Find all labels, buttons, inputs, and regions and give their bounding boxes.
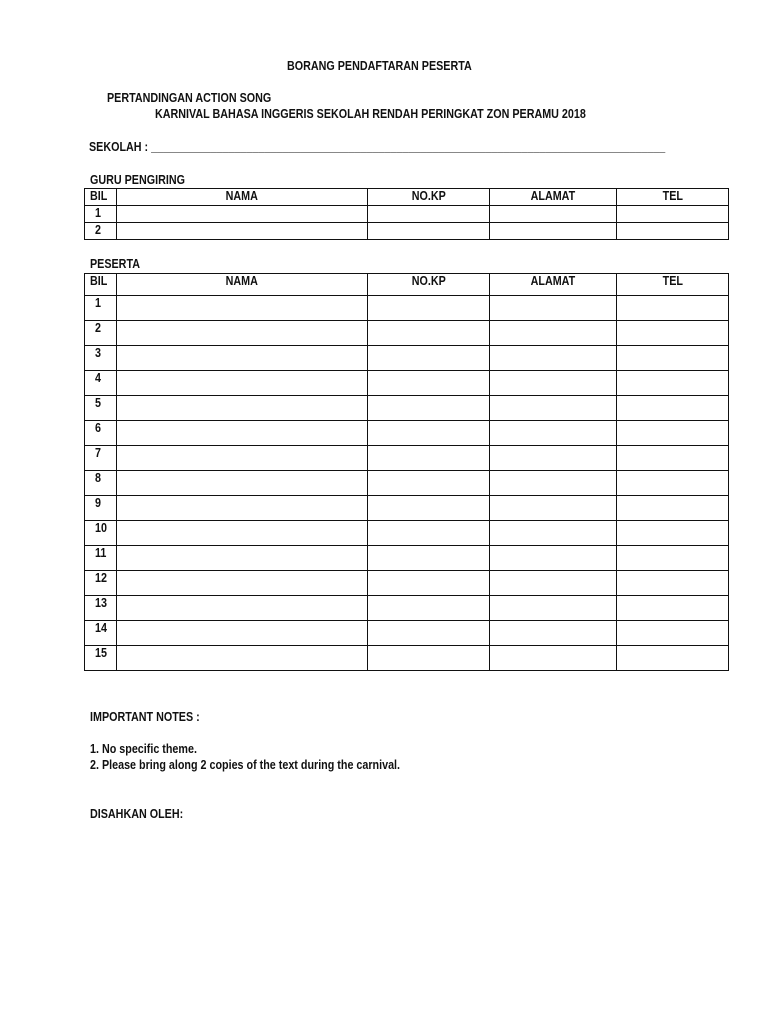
address-cell[interactable] xyxy=(490,396,617,421)
table-row xyxy=(85,321,729,346)
row-number: 12 xyxy=(85,571,117,596)
row-number: 14 xyxy=(85,621,117,646)
row-number: 11 xyxy=(85,546,117,571)
note-item: 1. No specific theme. xyxy=(90,742,197,756)
tel-cell[interactable] xyxy=(617,371,729,396)
tel-cell[interactable] xyxy=(617,296,729,321)
row-number: 1 xyxy=(85,296,117,321)
column-header-tel: TEL xyxy=(617,189,729,206)
column-header-bil: BIL xyxy=(85,274,117,296)
address-cell[interactable] xyxy=(490,646,617,671)
tel-cell[interactable] xyxy=(617,396,729,421)
column-header-nama: NAMA xyxy=(117,274,368,296)
table-row xyxy=(85,646,729,671)
signoff-label: DISAHKAN OLEH: xyxy=(90,807,184,821)
row-number: 8 xyxy=(85,471,117,496)
notes-title: IMPORTANT NOTES : xyxy=(90,710,200,724)
table-row xyxy=(85,496,729,521)
nokp-cell[interactable] xyxy=(368,206,490,223)
table-row xyxy=(85,446,729,471)
nokp-cell[interactable] xyxy=(368,621,490,646)
tel-cell[interactable] xyxy=(617,596,729,621)
address-cell[interactable] xyxy=(490,571,617,596)
table-row xyxy=(85,596,729,621)
guru-table xyxy=(84,188,729,240)
peserta-table xyxy=(84,273,729,671)
name-cell[interactable] xyxy=(117,206,368,223)
address-cell[interactable] xyxy=(490,321,617,346)
nokp-cell[interactable] xyxy=(368,521,490,546)
row-number: 2 xyxy=(85,223,117,240)
row-number: 10 xyxy=(85,521,117,546)
address-cell[interactable] xyxy=(490,206,617,223)
nokp-cell[interactable] xyxy=(368,546,490,571)
row-number: 13 xyxy=(85,596,117,621)
column-header-bil: BIL xyxy=(85,189,117,206)
form-title: BORANG PENDAFTARAN PESERTA xyxy=(287,59,472,73)
name-cell[interactable] xyxy=(117,496,368,521)
row-number: 6 xyxy=(85,421,117,446)
tel-cell[interactable] xyxy=(617,346,729,371)
nokp-cell[interactable] xyxy=(368,471,490,496)
tel-cell[interactable] xyxy=(617,421,729,446)
tel-cell[interactable] xyxy=(617,206,729,223)
address-cell[interactable] xyxy=(490,296,617,321)
nokp-cell[interactable] xyxy=(368,371,490,396)
table-row xyxy=(85,396,729,421)
column-header-alamat: ALAMAT xyxy=(490,274,617,296)
column-header-nama: NAMA xyxy=(117,189,368,206)
nokp-cell[interactable] xyxy=(368,446,490,471)
name-cell[interactable] xyxy=(117,571,368,596)
name-cell[interactable] xyxy=(117,521,368,546)
tel-cell[interactable] xyxy=(617,496,729,521)
name-cell[interactable] xyxy=(117,223,368,240)
nokp-cell[interactable] xyxy=(368,223,490,240)
row-number: 3 xyxy=(85,346,117,371)
column-header-nokp: NO.KP xyxy=(368,274,490,296)
table-row xyxy=(85,421,729,446)
guru-section-label: GURU PENGIRING xyxy=(90,173,185,187)
nokp-cell[interactable] xyxy=(368,596,490,621)
table-row xyxy=(85,206,729,223)
row-number: 9 xyxy=(85,496,117,521)
name-cell[interactable] xyxy=(117,396,368,421)
table-row xyxy=(85,571,729,596)
table-row xyxy=(85,621,729,646)
school-field: SEKOLAH : ______________________________________________________________________________________ xyxy=(89,140,666,154)
address-cell[interactable] xyxy=(490,521,617,546)
peserta-section-label: PESERTA xyxy=(90,257,140,271)
nokp-cell[interactable] xyxy=(368,346,490,371)
nokp-cell[interactable] xyxy=(368,321,490,346)
table-row xyxy=(85,223,729,240)
nokp-cell[interactable] xyxy=(368,396,490,421)
row-number: 15 xyxy=(85,646,117,671)
table-row xyxy=(85,471,729,496)
name-cell[interactable] xyxy=(117,546,368,571)
note-item: 2. Please bring along 2 copies of the text during the carnival. xyxy=(90,758,401,772)
address-cell[interactable] xyxy=(490,223,617,240)
table-row xyxy=(85,546,729,571)
column-header-nokp: NO.KP xyxy=(368,189,490,206)
name-cell[interactable] xyxy=(117,346,368,371)
table-row xyxy=(85,521,729,546)
row-number: 4 xyxy=(85,371,117,396)
tel-cell[interactable] xyxy=(617,471,729,496)
event-name: KARNIVAL BAHASA INGGERIS SEKOLAH RENDAH PERINGKAT ZON PERAMU 2018 xyxy=(155,107,586,121)
tel-cell[interactable] xyxy=(617,646,729,671)
row-number: 1 xyxy=(85,206,117,223)
table-row xyxy=(85,346,729,371)
address-cell[interactable] xyxy=(490,346,617,371)
name-cell[interactable] xyxy=(117,596,368,621)
competition-name: PERTANDINGAN ACTION SONG xyxy=(107,91,272,105)
tel-cell[interactable] xyxy=(617,223,729,240)
address-cell[interactable] xyxy=(490,446,617,471)
name-cell[interactable] xyxy=(117,446,368,471)
name-cell[interactable] xyxy=(117,321,368,346)
address-cell[interactable] xyxy=(490,546,617,571)
name-cell[interactable] xyxy=(117,371,368,396)
tel-cell[interactable] xyxy=(617,621,729,646)
nokp-cell[interactable] xyxy=(368,421,490,446)
tel-cell[interactable] xyxy=(617,321,729,346)
address-cell[interactable] xyxy=(490,421,617,446)
address-cell[interactable] xyxy=(490,371,617,396)
address-cell[interactable] xyxy=(490,496,617,521)
name-cell[interactable] xyxy=(117,621,368,646)
address-cell[interactable] xyxy=(490,621,617,646)
address-cell[interactable] xyxy=(490,471,617,496)
column-header-tel: TEL xyxy=(617,274,729,296)
name-cell[interactable] xyxy=(117,296,368,321)
address-cell[interactable] xyxy=(490,596,617,621)
tel-cell[interactable] xyxy=(617,446,729,471)
nokp-cell[interactable] xyxy=(368,646,490,671)
nokp-cell[interactable] xyxy=(368,571,490,596)
column-header-alamat: ALAMAT xyxy=(490,189,617,206)
table-row xyxy=(85,371,729,396)
tel-cell[interactable] xyxy=(617,521,729,546)
nokp-cell[interactable] xyxy=(368,296,490,321)
tel-cell[interactable] xyxy=(617,571,729,596)
name-cell[interactable] xyxy=(117,471,368,496)
row-number: 5 xyxy=(85,396,117,421)
row-number: 2 xyxy=(85,321,117,346)
name-cell[interactable] xyxy=(117,421,368,446)
tel-cell[interactable] xyxy=(617,546,729,571)
table-row xyxy=(85,296,729,321)
row-number: 7 xyxy=(85,446,117,471)
name-cell[interactable] xyxy=(117,646,368,671)
nokp-cell[interactable] xyxy=(368,496,490,521)
